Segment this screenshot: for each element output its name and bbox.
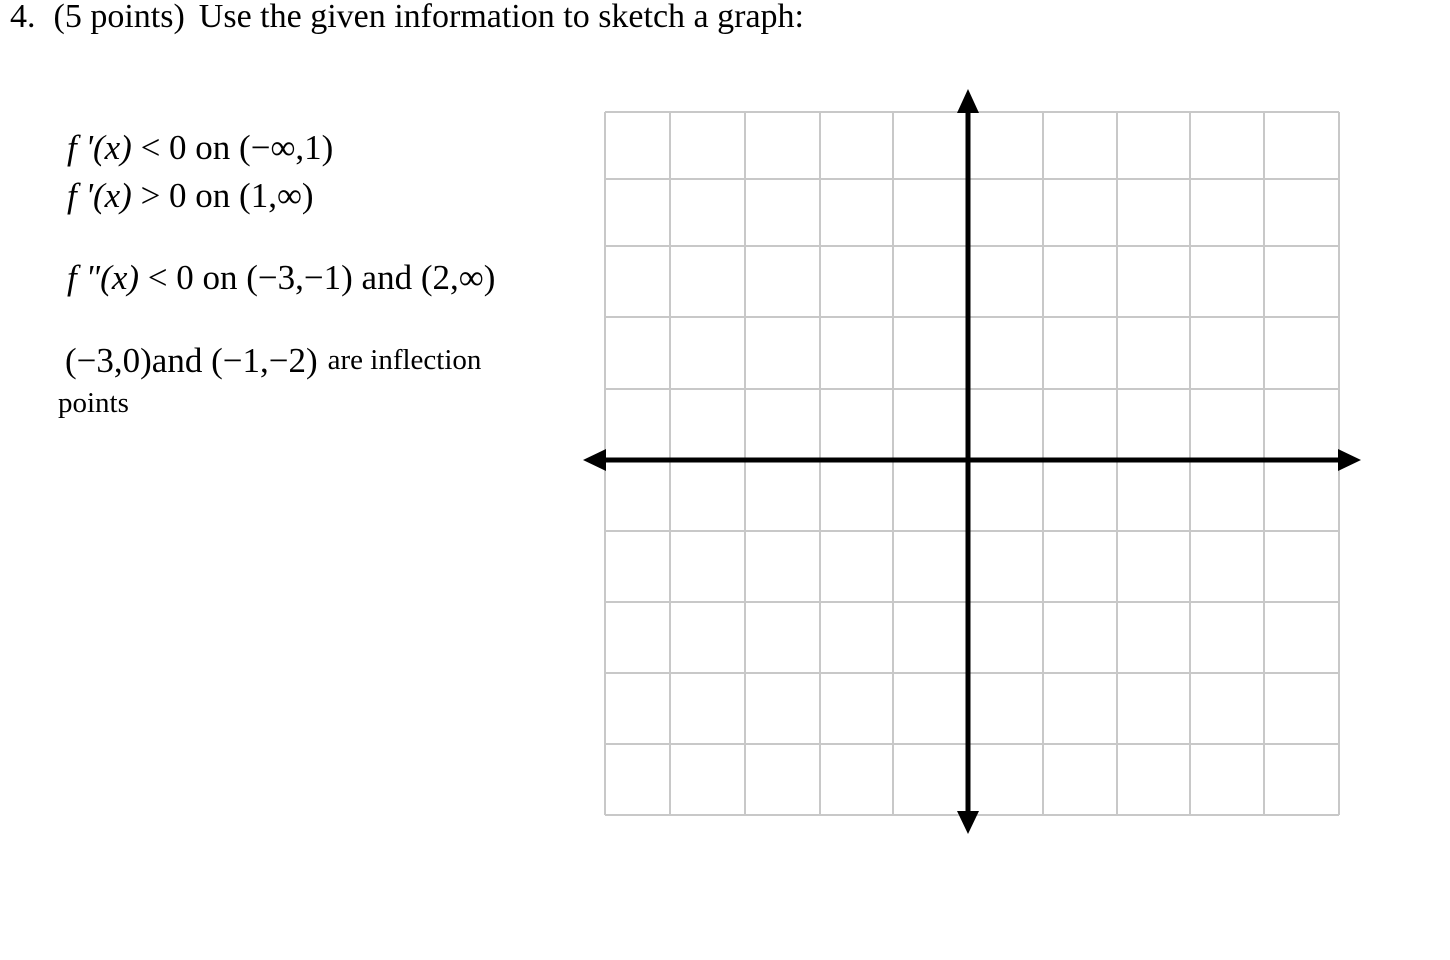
inflection-label: are inflection — [327, 344, 482, 376]
y-axis-bottom-arrow — [957, 811, 979, 834]
grid-lines — [605, 112, 1339, 815]
inflection-points-coordinates: (−3,0)and (−1,−2) — [65, 341, 318, 380]
condition-text: < 0 on (−∞,1) — [131, 128, 334, 167]
condition-text: > 0 on (1,∞) — [131, 176, 314, 215]
x-axis-right-arrow — [1338, 449, 1361, 471]
x-axis-left-arrow — [583, 449, 606, 471]
question-points: (5 points) — [53, 0, 185, 35]
condition-text: < 0 on (−3,−1) and (2,∞) — [139, 258, 496, 297]
inflection-label-continued: points — [58, 387, 129, 419]
question-number: 4. — [10, 0, 36, 35]
second-derivative-symbol: f "(x) — [67, 258, 140, 297]
question-prompt: Use the given information to sketch a graph: — [198, 0, 805, 35]
derivative-symbol: f '(x) — [67, 128, 132, 167]
axes — [583, 89, 1361, 834]
y-axis-top-arrow — [957, 89, 979, 113]
derivative-symbol: f '(x) — [67, 176, 132, 215]
